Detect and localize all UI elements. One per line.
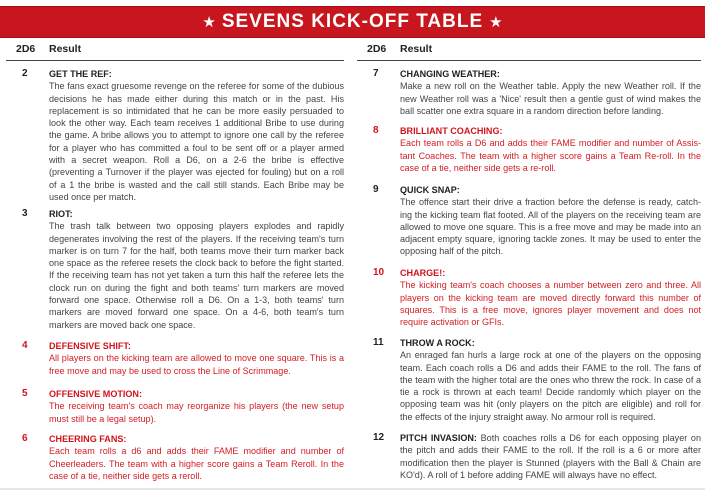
table-row (6, 433, 344, 482)
roll-number: 11 (373, 337, 384, 348)
table-row (6, 208, 344, 331)
result-text: Each team rolls a D6 and adds their FAME modifier and number of Assis-tant Coaches. The team with a higher score gains a Team Re-roll. In the case of a tie, neither side gets a re-roll. (400, 138, 701, 173)
result-title: DEFENSIVE SHIFT: (49, 341, 131, 351)
roll-number: 9 (373, 184, 379, 195)
result-title: OFFENSIVE MOTION: (49, 389, 142, 399)
roll-number: 10 (373, 267, 385, 278)
table-row (6, 68, 344, 203)
result-title: PITCH INVASION: (400, 433, 481, 443)
table-row (357, 184, 701, 258)
result-title: THROW A ROCK: (400, 338, 475, 348)
roll-number: 3 (22, 208, 28, 219)
right-column (357, 38, 701, 480)
page-title: SEVENS KICK-OFF TABLE (221, 11, 484, 32)
result-text: The receiving team's coach may reorganize his players (the new setup must still be a legal setup). (49, 401, 344, 424)
result-text: Each team rolls a d6 and adds their FAME modifier and number of Cheerleaders. The team with a higher score gains a Team Reroll. In the case of a tie, neither side gets a reroll. (49, 446, 344, 481)
column-header (357, 38, 701, 61)
roll-number: 4 (22, 340, 28, 351)
title-banner (0, 6, 705, 38)
roll-number: 2 (22, 68, 28, 79)
result-text: All players on the kicking team are allowed to move one square. This is a free move and may be used to cross the Line of Scrimmage. (49, 353, 344, 376)
table-row (357, 337, 701, 423)
result-header: Result (49, 43, 82, 55)
left-column (6, 38, 344, 481)
column-header (6, 38, 344, 61)
result-text: The trash talk between two opposing players explodes and rapidly degenerates involving the rest of the players. If the receiving team's turn marker is on turn 7 for the half, both teams move their turn marker back one space as the referee resets the clock back to before the fight started. If the receiving team has not yet taken a turn this half the referee lets the clock run on during the fight and both teams' turn markers are moved forward one space. Otherwise roll a D6. On a 1-3, both teams' turn markers are moved forward one space. On a 4-6, both team's turn markers are moved back one space. (49, 221, 344, 330)
result-title: CHEERING FANS: (49, 434, 127, 444)
result-title: QUICK SNAP: (400, 185, 460, 195)
roll-number: 5 (22, 388, 28, 399)
table-row (357, 267, 701, 328)
roll-header: 2D6 (16, 43, 36, 55)
result-text: An enraged fan hurls a large rock at one of the players on the opposing team. Each coach rolls a D6 and adds their FAME to the roll. The fans of the team with the higher total are the ones who threw the rock. In case of a tie a rock is thrown at each team! Decide randomly which player on the opposing team was hit (only players on the pitch are eligible) and roll for the effects of the injury straight away. No armour roll is required. (400, 350, 701, 422)
result-text: The kicking team's coach chooses a number between zero and three. All players on the kicking team are moved directly forward this number of squares. This is a free move, ignores player movement and does not require activation or GFIs. (400, 280, 701, 328)
result-title: CHARGE!: (400, 268, 446, 278)
result-header: Result (400, 43, 433, 55)
table-row (357, 432, 701, 481)
result-title: GET THE REF: (49, 69, 112, 79)
result-title: CHANGING WEATHER: (400, 69, 500, 79)
star-icon-left: ★ (202, 14, 216, 31)
roll-number: 7 (373, 68, 379, 79)
roll-header: 2D6 (367, 43, 387, 55)
roll-number: 12 (373, 432, 385, 443)
result-text: Both coaches rolls a D6 for each opposing player on the pitch and adds their FAME to the roll. If the roll is a 6 or more after modification then the player is Stunned (players with the Ball & Chain are KO'd). A roll of 1 before adding FAME will always have no effect. (400, 433, 701, 480)
top-divider (0, 0, 705, 2)
star-icon-right: ★ (489, 14, 503, 31)
result-title: RIOT: (49, 209, 73, 219)
table-row (357, 68, 701, 117)
roll-number: 8 (373, 125, 379, 136)
roll-number: 6 (22, 433, 28, 444)
result-title: BRILLIANT COACHING: (400, 126, 503, 136)
table-row (357, 125, 701, 174)
result-text: Make a new roll on the Weather table. Apply the new Weather roll. If the new Weather roll was a 'Nice' result then a gentle gust of wind makes the ball scatter one extra square in a random direction before landing. (400, 81, 701, 116)
result-text: The fans exact gruesome revenge on the referee for some of the dubious decisions he has made either during this match or in the past. His replacement is so intimidated that he can be more easily persuaded to look the other way. Each team receives 1 additional Bribe to use during the game. A bribe allows you to attempt to ignore one call by the referee for a player who has committed a foul to be sent off or a player armed with a secret weapon. Roll a D6, on a 2-6 the bribe is effective (preventing a Turnover if the player was ejected for fouling) but on a roll of a 1 the bribe is wasted and the call still stands. Each Bribe may be used once per match. (49, 81, 344, 202)
result-text: The offence start their drive a fraction before the defense is ready, catch-ing the kicking team flat footed. All of the players on the receiving team are allowed to move one square. This is a free move and may be made into an adjacent empty square, ignoring tackle zones. It may be used to enter the opposing half of the pitch. (400, 197, 701, 257)
table-row (6, 388, 344, 425)
table-row (6, 340, 344, 377)
